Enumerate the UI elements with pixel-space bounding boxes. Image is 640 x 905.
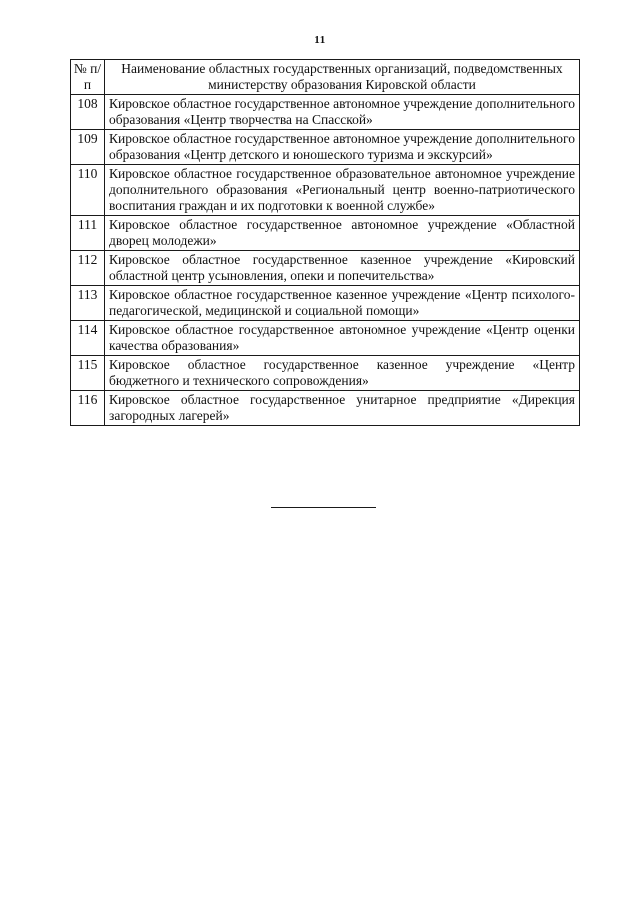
row-number: 110 (71, 165, 105, 216)
table-row (71, 216, 580, 251)
table-row (71, 391, 580, 426)
table-row (71, 356, 580, 391)
row-number: 108 (71, 95, 105, 130)
row-number: 109 (71, 130, 105, 165)
column-header-number: № п/п (71, 60, 105, 95)
row-number: 115 (71, 356, 105, 391)
organization-name: Кировское областное государственное унитарное предприятие «Дирекция загородных лагерей» (105, 391, 580, 426)
organization-name: Кировское областное государственное автономное учреждение дополнительного образования «Центр детского и юношеского туризма и экскурсий» (105, 130, 580, 165)
organization-name: Кировское областное государственное казенное учреждение «Центр бюджетного и технического сопровождения» (105, 356, 580, 391)
column-header-name: Наименование областных государственных организаций, подведомственных министерству образования Кировской области (105, 60, 580, 95)
organization-name: Кировское областное государственное казенное учреждение «Центр психолого-педагогической, медицинской и социальной помощи» (105, 286, 580, 321)
table-row (71, 95, 580, 130)
organization-name: Кировское областное государственное образовательное автономное учреждение дополнительного образования «Региональный центр военно-патриотического воспитания граждан и их подготовки к военной службе» (105, 165, 580, 216)
row-number: 114 (71, 321, 105, 356)
row-number: 112 (71, 251, 105, 286)
closing-rule (271, 507, 376, 508)
table-row (71, 286, 580, 321)
row-number: 116 (71, 391, 105, 426)
organizations-table (70, 59, 580, 426)
table-row (71, 130, 580, 165)
row-number: 113 (71, 286, 105, 321)
table-row (71, 321, 580, 356)
page-number: 11 (314, 34, 326, 46)
table-header-row (71, 60, 580, 95)
table-row (71, 165, 580, 216)
organization-name: Кировское областное государственное автономное учреждение дополнительного образования «Центр творчества на Спасской» (105, 95, 580, 130)
row-number: 111 (71, 216, 105, 251)
organization-name: Кировское областное государственное автономное учреждение «Центр оценки качества образования» (105, 321, 580, 356)
table-row (71, 251, 580, 286)
organization-name: Кировское областное государственное казенное учреждение «Кировский областной центр усыновления, опеки и попечительства» (105, 251, 580, 286)
organization-name: Кировское областное государственное автономное учреждение «Областной дворец молодежи» (105, 216, 580, 251)
